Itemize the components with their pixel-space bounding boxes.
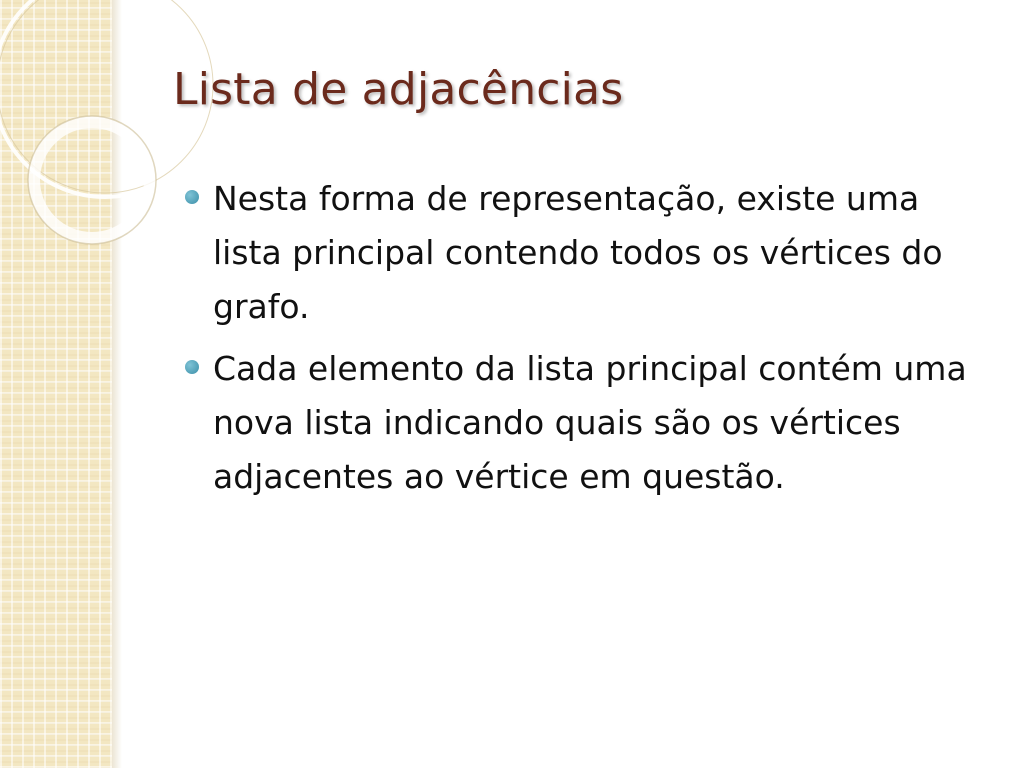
bullet-item	[185, 172, 995, 334]
bullet-list	[185, 172, 995, 512]
bullet-dot-icon	[185, 360, 199, 374]
rings-decoration-icon	[0, 0, 130, 260]
bullet-text: Cada elemento da lista principal contém uma nova lista indicando quais são os vértices adjacentes ao vértice em questão.	[213, 349, 967, 496]
bullet-text: Nesta forma de representação, existe uma lista principal contendo todos os vértices do grafo.	[213, 179, 943, 326]
bullet-dot-icon	[185, 190, 199, 204]
slide-title: Lista de adjacências	[173, 64, 624, 115]
bullet-item	[185, 342, 995, 504]
